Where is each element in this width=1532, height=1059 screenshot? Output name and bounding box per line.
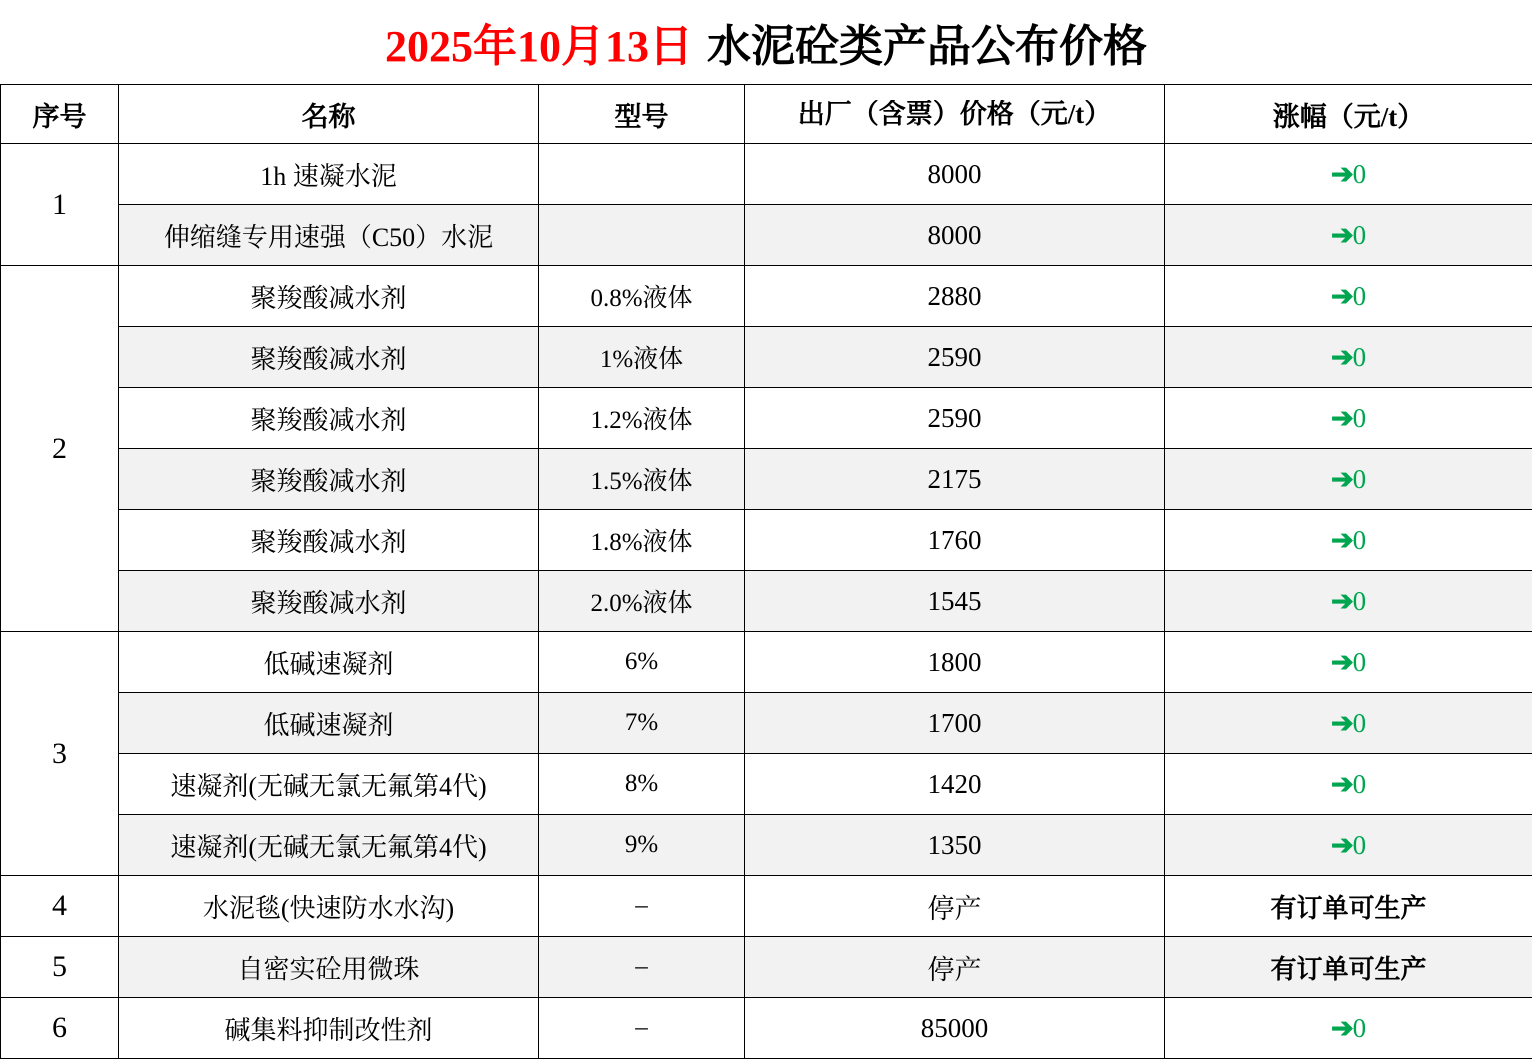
price-cell: 1800 bbox=[745, 632, 1165, 693]
change-value: 0 bbox=[1353, 586, 1367, 616]
row-index-cell: 2 bbox=[1, 266, 119, 632]
model-cell: 9% bbox=[539, 815, 745, 876]
change-cell bbox=[1165, 815, 1532, 876]
table-row bbox=[1, 144, 1532, 205]
table-header bbox=[1, 85, 1532, 144]
header-price-label: 出厂（含票）价格（元/t） bbox=[745, 100, 1164, 128]
price-cell: 2590 bbox=[745, 388, 1165, 449]
arrow-right-icon: ➔ bbox=[1331, 220, 1353, 250]
table-row bbox=[1, 998, 1532, 1059]
price-cell: 2175 bbox=[745, 449, 1165, 510]
change-value: 0 bbox=[1353, 403, 1367, 433]
table-row bbox=[1, 937, 1532, 998]
arrow-right-icon: ➔ bbox=[1331, 830, 1353, 860]
change-value: 0 bbox=[1353, 525, 1367, 555]
price-cell: 停产 bbox=[745, 876, 1165, 937]
title-main: 水泥砼类产品公布价格 bbox=[707, 10, 1147, 74]
model-cell: 2.0%液体 bbox=[539, 571, 745, 632]
table-row bbox=[1, 449, 1532, 510]
model-cell bbox=[539, 205, 745, 266]
change-cell bbox=[1165, 571, 1532, 632]
model-cell: 1.2%液体 bbox=[539, 388, 745, 449]
model-cell: 8% bbox=[539, 754, 745, 815]
product-name-cell: 聚羧酸减水剂 bbox=[119, 327, 539, 388]
change-value: 0 bbox=[1353, 220, 1367, 250]
change-cell bbox=[1165, 144, 1532, 205]
arrow-right-icon: ➔ bbox=[1331, 1013, 1353, 1043]
model-cell bbox=[539, 144, 745, 205]
table-row bbox=[1, 632, 1532, 693]
page-title bbox=[0, 0, 1532, 84]
product-name-cell: 碱集料抑制改性剂 bbox=[119, 998, 539, 1059]
header-no: 序号 bbox=[1, 85, 119, 144]
title-date: 2025年10月13日 bbox=[385, 10, 693, 74]
model-cell: 1.5%液体 bbox=[539, 449, 745, 510]
change-value: 0 bbox=[1353, 1013, 1367, 1043]
table-row bbox=[1, 571, 1532, 632]
row-index-cell: 3 bbox=[1, 632, 119, 876]
model-cell: 6% bbox=[539, 632, 745, 693]
product-name-cell: 聚羧酸减水剂 bbox=[119, 388, 539, 449]
arrow-right-icon: ➔ bbox=[1331, 647, 1353, 677]
change-value: 0 bbox=[1353, 281, 1367, 311]
arrow-right-icon: ➔ bbox=[1331, 708, 1353, 738]
table-row bbox=[1, 693, 1532, 754]
arrow-right-icon: ➔ bbox=[1331, 159, 1353, 189]
price-cell: 1760 bbox=[745, 510, 1165, 571]
arrow-right-icon: ➔ bbox=[1331, 342, 1353, 372]
change-cell bbox=[1165, 266, 1532, 327]
price-cell: 1545 bbox=[745, 571, 1165, 632]
product-name-cell: 水泥毯(快速防水水沟) bbox=[119, 876, 539, 937]
change-value: 0 bbox=[1353, 647, 1367, 677]
price-cell: 1350 bbox=[745, 815, 1165, 876]
price-cell: 1420 bbox=[745, 754, 1165, 815]
product-name-cell: 聚羧酸减水剂 bbox=[119, 510, 539, 571]
row-index-cell: 4 bbox=[1, 876, 119, 937]
change-cell bbox=[1165, 998, 1532, 1059]
change-cell bbox=[1165, 754, 1532, 815]
header-change: 涨幅（元/t） bbox=[1165, 85, 1532, 144]
table-row bbox=[1, 510, 1532, 571]
price-cell: 1700 bbox=[745, 693, 1165, 754]
price-cell: 8000 bbox=[745, 144, 1165, 205]
model-cell: – bbox=[539, 937, 745, 998]
change-note: 有订单可生产 bbox=[1270, 955, 1426, 984]
price-table bbox=[0, 84, 1532, 1059]
arrow-right-icon: ➔ bbox=[1331, 403, 1353, 433]
price-cell: 2590 bbox=[745, 327, 1165, 388]
change-cell bbox=[1165, 327, 1532, 388]
price-cell: 8000 bbox=[745, 205, 1165, 266]
change-note: 有订单可生产 bbox=[1270, 894, 1426, 923]
price-cell: 停产 bbox=[745, 937, 1165, 998]
price-cell: 2880 bbox=[745, 266, 1165, 327]
product-name-cell: 1h 速凝水泥 bbox=[119, 144, 539, 205]
change-cell bbox=[1165, 876, 1532, 937]
arrow-right-icon: ➔ bbox=[1331, 769, 1353, 799]
table-row bbox=[1, 205, 1532, 266]
model-cell: 1%液体 bbox=[539, 327, 745, 388]
arrow-right-icon: ➔ bbox=[1331, 464, 1353, 494]
product-name-cell: 伸缩缝专用速强（C50）水泥 bbox=[119, 205, 539, 266]
table-body bbox=[1, 144, 1532, 1059]
change-cell bbox=[1165, 632, 1532, 693]
model-cell: – bbox=[539, 998, 745, 1059]
table-row bbox=[1, 266, 1532, 327]
product-name-cell: 低碱速凝剂 bbox=[119, 632, 539, 693]
model-cell: 0.8%液体 bbox=[539, 266, 745, 327]
price-cell: 85000 bbox=[745, 998, 1165, 1059]
row-index-cell: 5 bbox=[1, 937, 119, 998]
product-name-cell: 聚羧酸减水剂 bbox=[119, 266, 539, 327]
change-value: 0 bbox=[1353, 769, 1367, 799]
change-value: 0 bbox=[1353, 342, 1367, 372]
arrow-right-icon: ➔ bbox=[1331, 281, 1353, 311]
table-header-row bbox=[1, 85, 1532, 144]
model-cell: – bbox=[539, 876, 745, 937]
table-row bbox=[1, 388, 1532, 449]
change-cell bbox=[1165, 388, 1532, 449]
arrow-right-icon: ➔ bbox=[1331, 525, 1353, 555]
change-value: 0 bbox=[1353, 830, 1367, 860]
table-row bbox=[1, 815, 1532, 876]
header-price bbox=[745, 85, 1165, 144]
row-index-cell: 6 bbox=[1, 998, 119, 1059]
change-value: 0 bbox=[1353, 159, 1367, 189]
product-name-cell: 聚羧酸减水剂 bbox=[119, 571, 539, 632]
arrow-right-icon: ➔ bbox=[1331, 586, 1353, 616]
product-name-cell: 速凝剂(无碱无氯无氟第4代) bbox=[119, 815, 539, 876]
change-value: 0 bbox=[1353, 708, 1367, 738]
product-name-cell: 自密实砼用微珠 bbox=[119, 937, 539, 998]
row-index-cell: 1 bbox=[1, 144, 119, 266]
change-cell bbox=[1165, 449, 1532, 510]
product-name-cell: 速凝剂(无碱无氯无氟第4代) bbox=[119, 754, 539, 815]
product-name-cell: 聚羧酸减水剂 bbox=[119, 449, 539, 510]
table-row bbox=[1, 327, 1532, 388]
change-cell bbox=[1165, 510, 1532, 571]
change-cell bbox=[1165, 937, 1532, 998]
model-cell: 7% bbox=[539, 693, 745, 754]
header-name: 名称 bbox=[119, 85, 539, 144]
change-value: 0 bbox=[1353, 464, 1367, 494]
product-name-cell: 低碱速凝剂 bbox=[119, 693, 539, 754]
change-cell bbox=[1165, 205, 1532, 266]
change-cell bbox=[1165, 693, 1532, 754]
header-model: 型号 bbox=[539, 85, 745, 144]
table-row bbox=[1, 754, 1532, 815]
table-row bbox=[1, 876, 1532, 937]
model-cell: 1.8%液体 bbox=[539, 510, 745, 571]
